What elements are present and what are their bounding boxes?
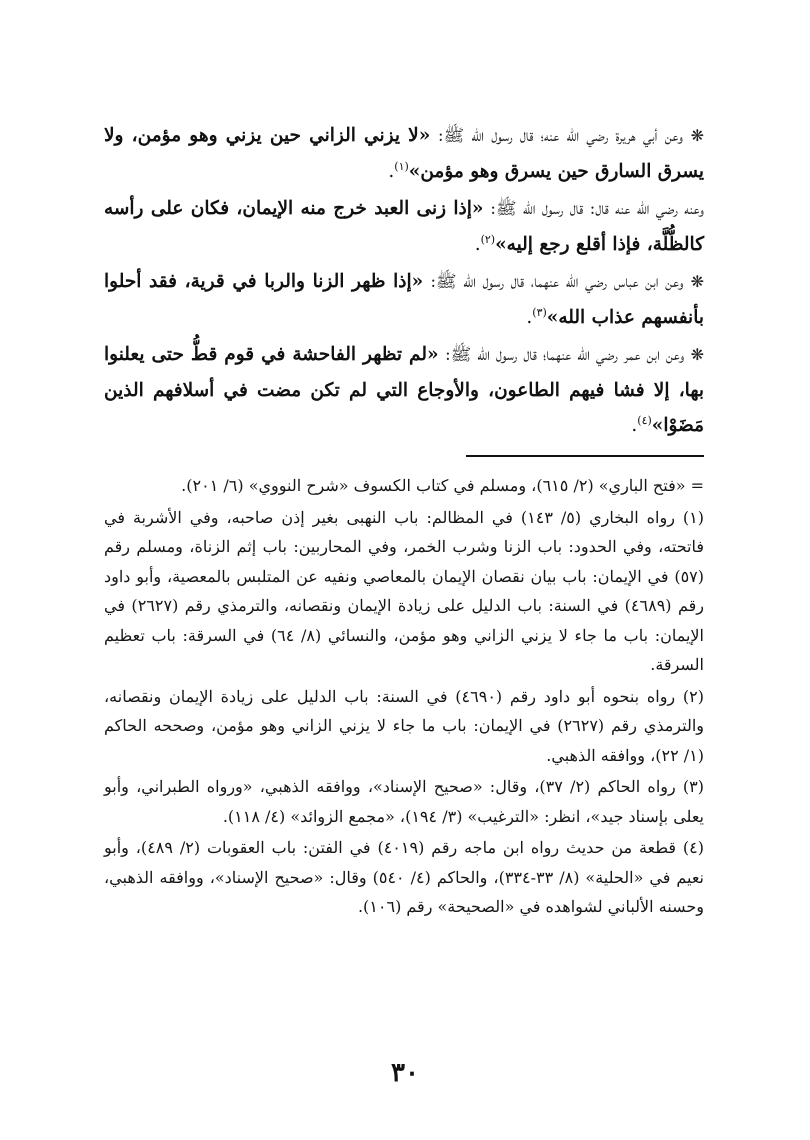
footnote-ref: (١) <box>394 159 409 173</box>
narration-intro: وعن ابن عباس رضي الله عنهما، قال رسول الله ﷺ: <box>430 272 684 292</box>
page-body <box>104 118 704 924</box>
footnote-ref: (٤) <box>637 413 652 427</box>
bullet-star-icon: ❋ <box>690 345 704 364</box>
bullet-star-icon: ❋ <box>690 126 704 145</box>
main-text <box>104 118 704 443</box>
hadith-paragraph <box>104 337 704 443</box>
footnote-3: (٣) رواه الحاكم (٢/ ٣٧)، وقال: «صحيح الإسناد»، ووافقه الذهبي، «ورواه الطبراني، وأبو يعلى بإسناد جيد»، انظر: «الترغيب» (٣/ ١٩٤)، «مجمع الزوائد» (٤/ ١١٨). <box>104 777 704 826</box>
bullet-star-icon: ❋ <box>690 272 704 291</box>
narration-intro: وعن ابن عمر رضي الله عنهما؛ قال رسول الله ﷺ: <box>445 345 685 365</box>
footnote-continuation: = «فتح الباري» (٢/ ٦١٥)، ومسلم في كتاب الكسوف «شرح النووي» (٦/ ٢٠١). <box>181 476 704 495</box>
narration-intro: وعن أبي هريرة رضي الله عنه؛ قال رسول الله ﷺ: <box>437 126 683 146</box>
hadith-text: «لم تظهر الفاحشة في قوم قطُّ حتى يعلنوا بها، إلا فشا فيهم الطاعون، والأوجاع التي لم تكن مضت في أسلافهم الذين مَضَوْا» <box>104 344 704 436</box>
footnote-divider <box>466 455 704 457</box>
narration-intro: وعنه رضي الله عنه قال: قال رسول الله ﷺ: <box>490 199 704 219</box>
footnote-ref: (٢) <box>480 232 496 246</box>
hadith-paragraph <box>104 191 704 262</box>
footnote-2: (٢) رواه بنحوه أبو داود رقم (٤٦٩٠) في السنة: باب الدليل على زيادة الإيمان ونقصانه، والترمذي رقم (٢٦٢٧) في الإيمان: باب ما جاء لا يزني الزاني وهو مؤمن، وصححه الحاكم (١/ ٢٢)، ووافقه الذهبي. <box>104 686 704 765</box>
footnote-ref: (٣) <box>532 305 547 319</box>
page-number: ٣٠ <box>391 1058 419 1088</box>
hadith-text: «إذا ظهر الزنا والربا في قرية، فقد أحلوا بأنفسهم عذاب الله» <box>104 271 704 328</box>
hadith-text: «إذا زنى العبد خرج منه الإيمان، فكان على رأسه كالظُّلَّة، فإذا أقلع رجع إليه» <box>104 198 704 255</box>
sentence-end: . <box>631 415 638 436</box>
sentence-end: . <box>526 307 533 328</box>
hadith-paragraph <box>104 264 704 335</box>
footnote-4: (٤) قطعة من حديث رواه ابن ماجه رقم (٤٠١٩) في الفتن: باب العقوبات (٢/ ٤٨٩)، وأبو نعيم في «الحلية» (٨/ ٣٣-٣٣٤)، والحاكم (٤/ ٥٤٠) وقال: «صحيح الإسناد»، ووافقه الذهبي، وحسنه الألباني لشواهده في «الصحيحة» رقم (١٠٦). <box>104 838 705 916</box>
footnote-1: (١) رواه البخاري (٥/ ١٤٣) في المظالم: باب النهبى بغير إذن صاحبه، وفي الأشربة في فاتحته، وفي الحدود: باب الزنا وشرب الخمر، وفي المحاربين: باب إثم الزناة، ومسلم رقم (٥٧) في الإيمان: باب بيان نقصان الإيمان بالمعاصي ونفيه عن المتلبس بالمعصية، وأبو داود رقم (٤٦٨٩) في السنة: باب الدليل على زيادة الإيمان ونقصانه، والترمذي رقم (٢٦٢٧) في الإيمان: باب ما جاء لا يزني الزاني وهو مؤمن، والنسائي (٨/ ٦٤) في السرقة: باب تعظيم السرقة. <box>104 507 705 674</box>
hadith-paragraph <box>104 118 704 189</box>
footnotes <box>104 471 704 922</box>
sentence-end: . <box>388 161 395 182</box>
hadith-text: «لا يزني الزاني حين يزني وهو مؤمن، ولا يسرق السارق حين يسرق وهو مؤمن» <box>104 125 704 182</box>
sentence-end: . <box>474 234 481 255</box>
